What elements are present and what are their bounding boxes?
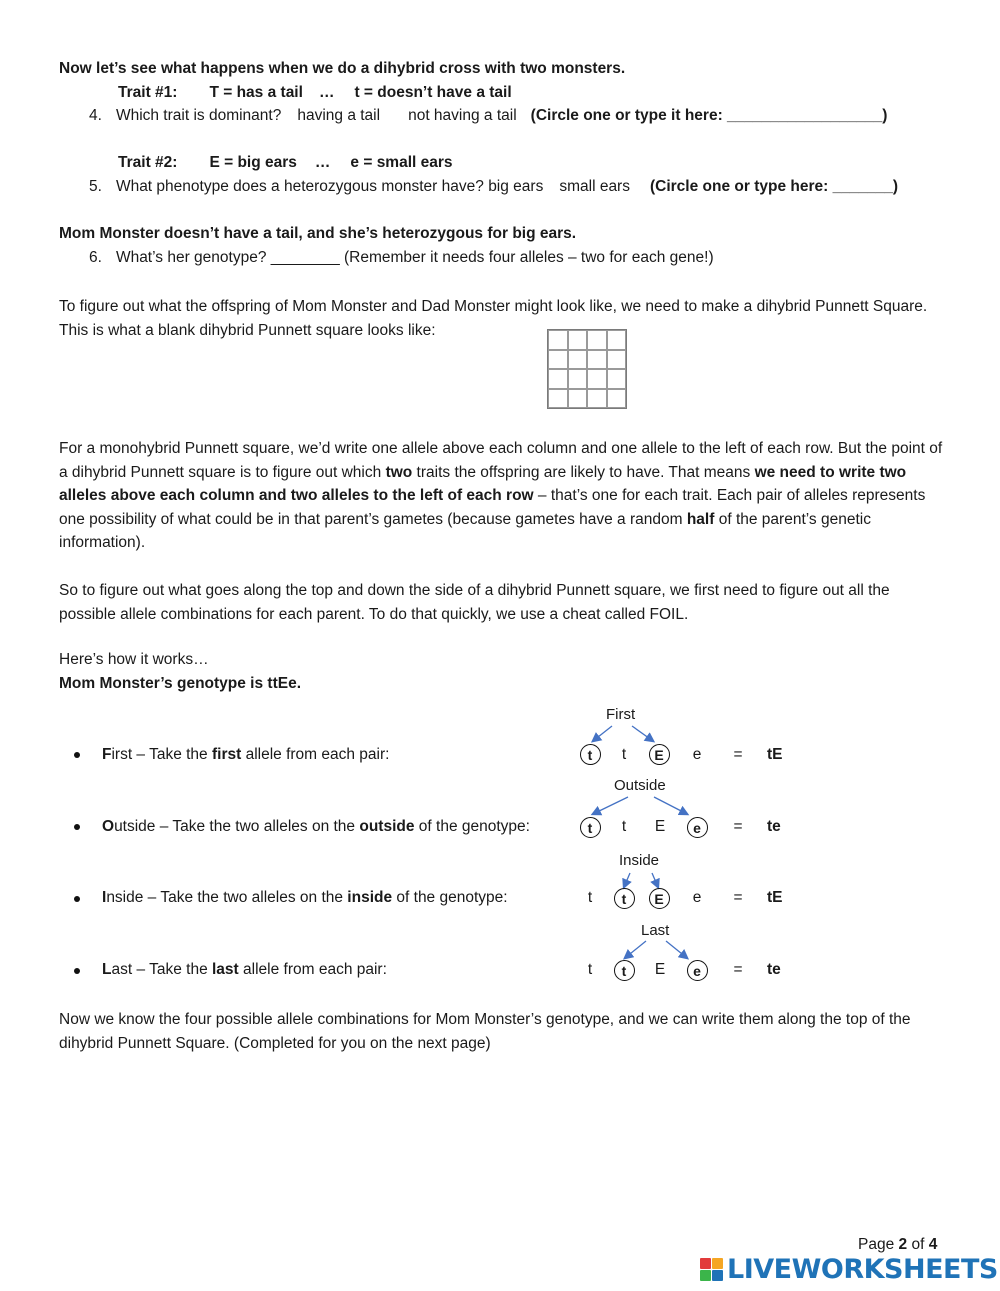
- paragraph-punnett: To figure out what the offspring of Mom Monster and Dad Monster might look like, we need to make a dihybrid Punnett Square. This is what a blank dihybrid Punnett square looks like:: [59, 298, 928, 339]
- allele-circled: t: [580, 817, 601, 838]
- paragraph-final: Now we know the four possible allele combinations for Mom Monster’s genotype, and we can write them along the top of the dihybrid Punnett Square. (Completed for you on the next page): [59, 1011, 911, 1052]
- label-last: Last: [641, 922, 670, 939]
- trait2-line: Trait #2: E = big ears … e = small ears: [118, 154, 453, 171]
- bullet: [74, 752, 80, 758]
- q4-answer-field[interactable]: (Circle one or type it here: __________________): [530, 107, 888, 124]
- arrow-inside-right: [652, 873, 658, 887]
- label-inside: Inside: [619, 852, 660, 869]
- section-heading-dihybrid: Now let’s see what happens when we do a dihybrid cross with two monsters.: [59, 60, 626, 77]
- foil-result-last: te: [767, 961, 781, 978]
- logo-tiles-icon: [700, 1258, 723, 1281]
- arrow-last-left: [625, 941, 646, 958]
- allele: e: [692, 746, 702, 763]
- allele: e: [692, 889, 702, 906]
- arrow-outside-left: [593, 797, 628, 814]
- trait1-line: Trait #1: T = has a tail … t = doesn’t have a tail: [118, 84, 512, 101]
- label-first: First: [606, 706, 636, 723]
- foil-result-inside: tE: [767, 889, 783, 906]
- question-5: 5. What phenotype does a heterozygous monster have? big ears small ears (Circle one or type here: _______): [89, 178, 899, 195]
- bullet: [74, 968, 80, 974]
- equals: =: [733, 818, 743, 835]
- allele-circled: t: [580, 744, 601, 765]
- allele: E: [654, 961, 666, 978]
- option-no-tail[interactable]: not having a tail: [408, 107, 517, 124]
- mom-genotype: Mom Monster’s genotype is ttEe.: [59, 675, 302, 692]
- paragraph-monohybrid: For a monohybrid Punnett square, we’d write one allele above each column and one allele to the left of each row. But the point of a dihybrid Punnett square is to figure out which two traits the offspring are likely to have. That means we need to write two alleles above each column and two alleles to the left of each row – that’s one for each trait. Each pair of alleles represents one possibility of what could be in that parent’s gametes (because gametes have a random half of the parent’s genetic information).: [59, 440, 943, 552]
- q5-answer-field[interactable]: (Circle one or type here: _______): [649, 178, 899, 195]
- mom-heading: Mom Monster doesn’t have a tail, and she’s heterozygous for big ears.: [59, 225, 577, 242]
- allele-circled: E: [649, 888, 670, 909]
- equals: =: [733, 961, 743, 978]
- arrow-last-right: [666, 941, 687, 958]
- liveworksheets-logo: LIVEWORKSHEETS: [700, 1252, 998, 1286]
- allele-circled: e: [687, 960, 708, 981]
- arrow-first-left: [593, 726, 612, 741]
- foil-first-text: First – Take the first allele from each pair:: [102, 746, 390, 763]
- q6-text[interactable]: What’s her genotype? ________ (Remember it needs four alleles – two for each gene!): [115, 249, 714, 266]
- option-having-tail[interactable]: having a tail: [297, 107, 381, 124]
- option-big-ears[interactable]: big ears: [488, 178, 544, 195]
- foil-last-text: Last – Take the last allele from each pair:: [102, 961, 387, 978]
- allele-circled: e: [687, 817, 708, 838]
- allele: t: [621, 746, 627, 763]
- paragraph-foil: So to figure out what goes along the top and down the side of a dihybrid Punnett square, we first need to figure out all the possible allele combinations for each parent. To do that quickly, we use a cheat called FOIL.: [59, 582, 890, 623]
- arrow-outside-right: [654, 797, 687, 814]
- arrow-inside-left: [624, 873, 630, 887]
- allele: t: [587, 889, 593, 906]
- question-6: 6. What’s her genotype? ________ (Remember it needs four alleles – two for each gene!): [89, 249, 714, 266]
- allele-circled: t: [614, 888, 635, 909]
- allele-circled: E: [649, 744, 670, 765]
- foil-result-first: tE: [767, 746, 783, 763]
- bullet: [74, 896, 80, 902]
- option-small-ears[interactable]: small ears: [559, 178, 630, 195]
- foil-inside-text: Inside – Take the two alleles on the inside of the genotype:: [102, 889, 508, 906]
- question-4: 4. Which trait is dominant? having a tail not having a tail (Circle one or type it here: __________________): [89, 107, 888, 124]
- page-number: Page 2 of 4: [858, 1236, 938, 1253]
- allele: t: [621, 818, 627, 835]
- label-outside: Outside: [614, 777, 666, 794]
- allele: t: [587, 961, 593, 978]
- allele-circled: t: [614, 960, 635, 981]
- equals: =: [733, 746, 743, 763]
- foil-outside-text: Outside – Take the two alleles on the outside of the genotype:: [102, 818, 530, 835]
- allele: E: [654, 818, 666, 835]
- bullet: [74, 824, 80, 830]
- arrow-first-right: [632, 726, 653, 741]
- equals: =: [733, 889, 743, 906]
- foil-result-outside: te: [767, 818, 781, 835]
- how-it-works: Here’s how it works…: [59, 651, 209, 668]
